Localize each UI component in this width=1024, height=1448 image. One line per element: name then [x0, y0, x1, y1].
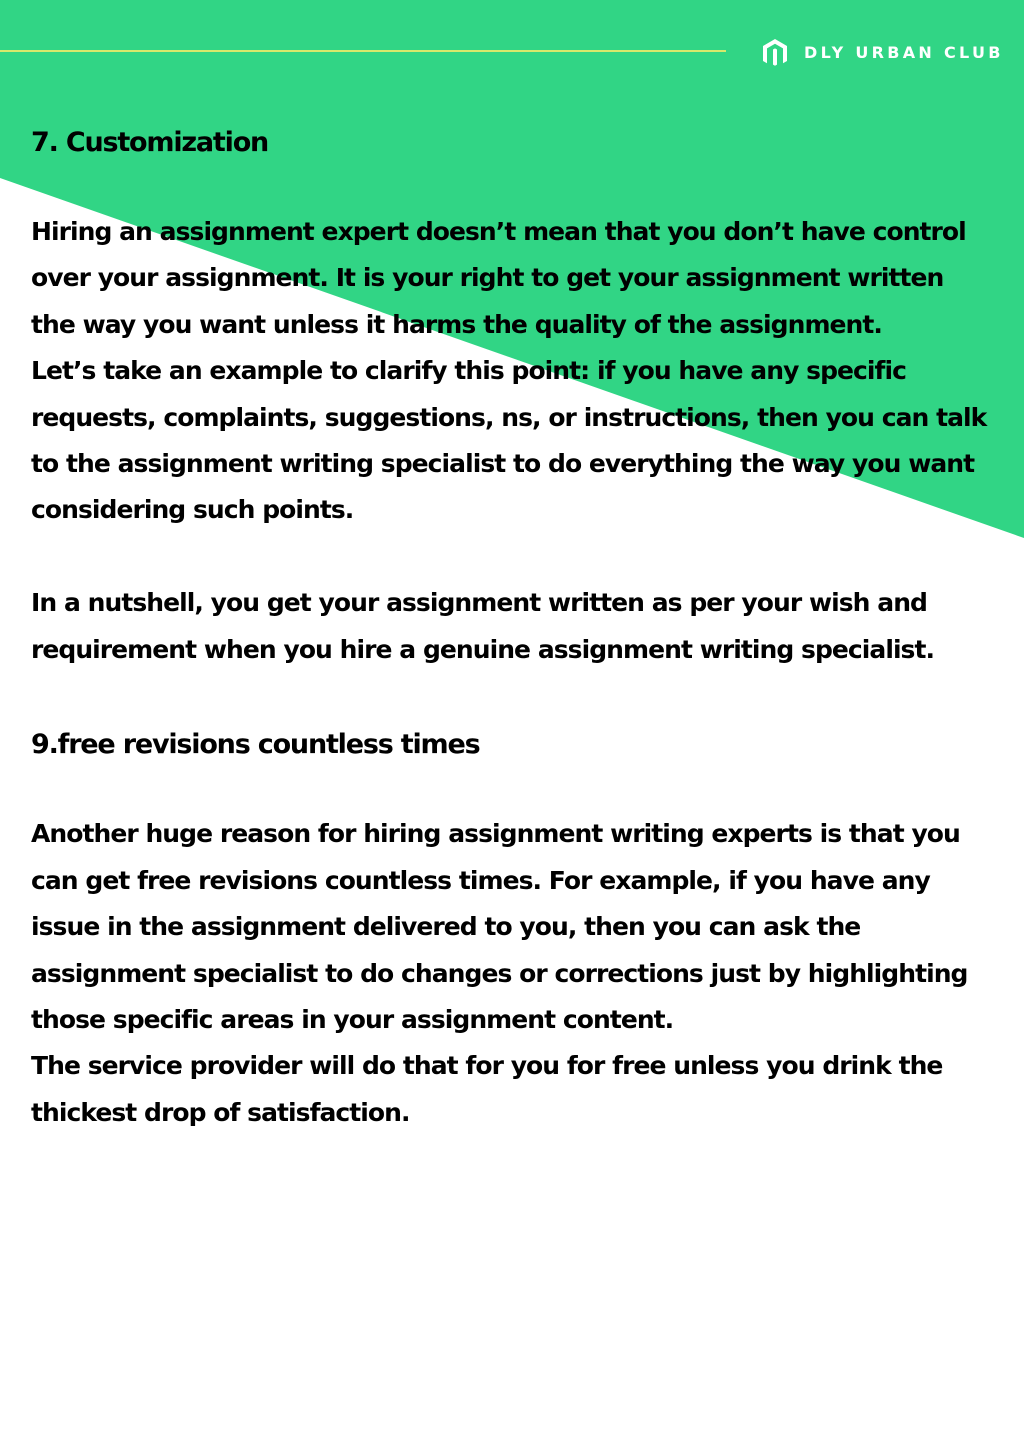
brand-logo [760, 37, 1004, 67]
paragraph-customization-intro: Hiring an assignment expert doesn’t mean that you don’t have control over your assignment. It is your right to get your assignment written the way you want unless it harms the quality of the assignment. [31, 217, 966, 339]
header-divider-line [0, 50, 726, 52]
brand-name: DLY URBAN CLUB [804, 42, 1004, 62]
paragraph-customization-summary: In a nutshell, you get your assignment written as per your wish and requirement when you hire a genuine assignment writing specialist. [31, 588, 935, 664]
paragraph-customization-example: Let’s take an example to clarify this point: if you have any specific requests, complaints, suggestions, ns, or instructions, then you can talk to the assignment writing specialist to do everything the way you want considering such points. [31, 356, 987, 525]
paragraph-revisions-reason: Another huge reason for hiring assignment writing experts is that you can get free revisions countless times. For example, if you have any issue in the assignment delivered to you, then you can ask the assignment specialist to do changes or corrections just by highlighting those specific areas in your assignment content. [31, 819, 968, 1035]
section-heading-free-revisions: 9.free revisions countless times [31, 729, 480, 761]
paragraph-revisions-provider: The service provider will do that for you for free unless you drink the thickest drop of satisfaction. [31, 1051, 943, 1127]
section-heading-customization: 7. Customization [31, 127, 269, 158]
document-body [31, 117, 991, 1136]
magento-logo-icon [760, 37, 790, 67]
